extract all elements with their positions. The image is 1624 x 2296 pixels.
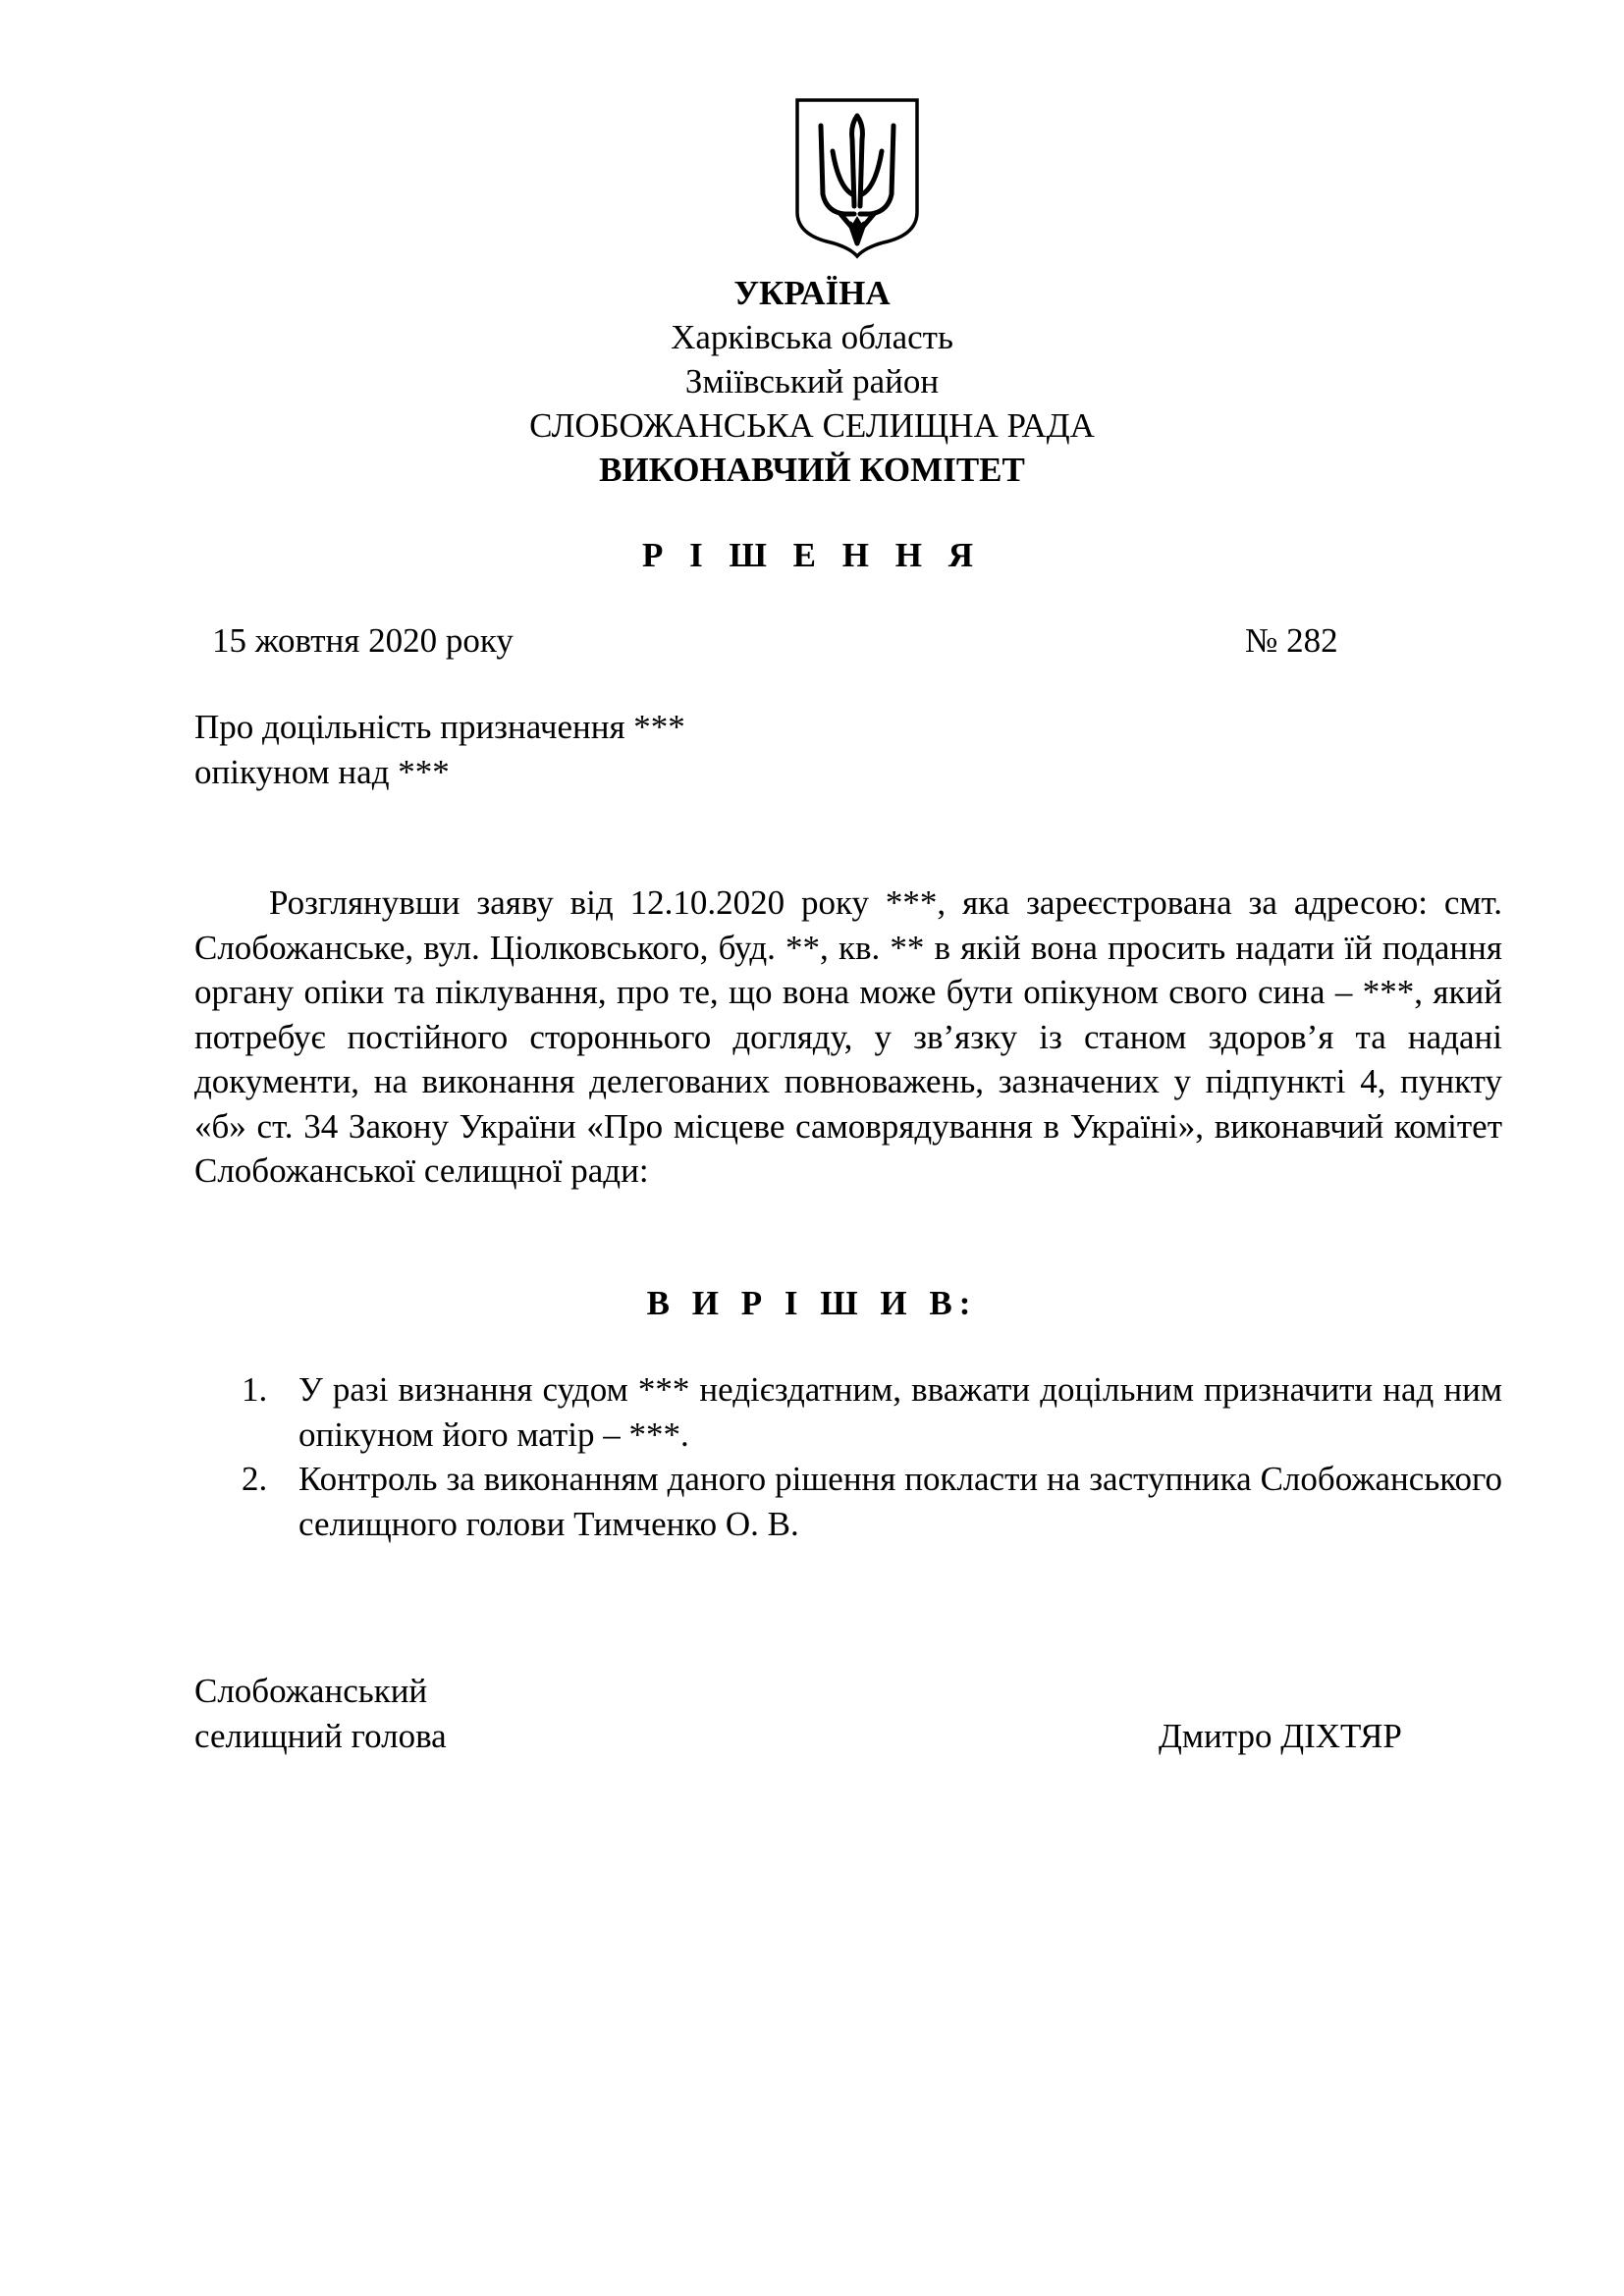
item-number: 1. xyxy=(242,1370,268,1409)
council-heading: СЛОБОЖАНСЬКА СЕЛИЩНА РАДА xyxy=(529,406,1095,445)
resolution-items-list xyxy=(194,1367,1502,1546)
resolved-heading: В И Р І Ш И В: xyxy=(646,1284,978,1322)
signer-name: Дмитро ДІХТЯР xyxy=(1159,1717,1402,1755)
list-item xyxy=(194,1367,1502,1457)
decision-date: 15 жовтня 2020 року xyxy=(212,621,514,660)
document-type-heading: Р І Ш Е Н Н Я xyxy=(641,536,982,574)
list-item xyxy=(194,1457,1502,1546)
coat-of-arms-trident-icon xyxy=(793,96,921,259)
decision-subject xyxy=(194,705,1078,795)
item-number: 2. xyxy=(242,1460,268,1498)
preamble-paragraph: Розглянувши заяву від 12.10.2020 року ***, яка зареєстрована за адресою: смт. Слобожанське, вул. Ціолковського, буд. **, кв. ** в якій вона просить надати їй подання органу опіки та піклування, про те, що вона може бути опікуном свого сина – ***, який потребує постійного стороннього догляду, у зв’язку із станом здоров’я та надані документи, на виконання делегованих повноважень, зазначених у підпункті 4, пункту «б» ст. 34 Закону України «Про місцеве самоврядування в Україні», виконавчий комітет Слобожанської селищної ради: xyxy=(194,883,1502,1190)
item-text: Контроль за виконанням даного рішення покласти на заступника Слобожанського селищного голови Тимченко О. В. xyxy=(298,1460,1502,1543)
signer-title-line: селищний голова xyxy=(194,1717,447,1755)
country-heading: УКРАЇНА xyxy=(733,274,891,312)
decision-number: № 282 xyxy=(1245,621,1338,660)
district-heading: Зміївський район xyxy=(684,362,940,400)
region-heading: Харківська область xyxy=(671,318,953,356)
subject-line: Про доцільність призначення *** xyxy=(194,708,685,746)
committee-heading: ВИКОНАВЧИЙ КОМІТЕТ xyxy=(599,451,1025,489)
item-text: У разі визнання судом *** недієздатним, вважати доцільним призначити над ним опікуном його матір – ***. xyxy=(298,1370,1502,1454)
signer-title-line: Слобожанський xyxy=(194,1672,428,1710)
subject-line: опікуном над *** xyxy=(194,753,450,791)
signer-title xyxy=(194,1669,447,1759)
